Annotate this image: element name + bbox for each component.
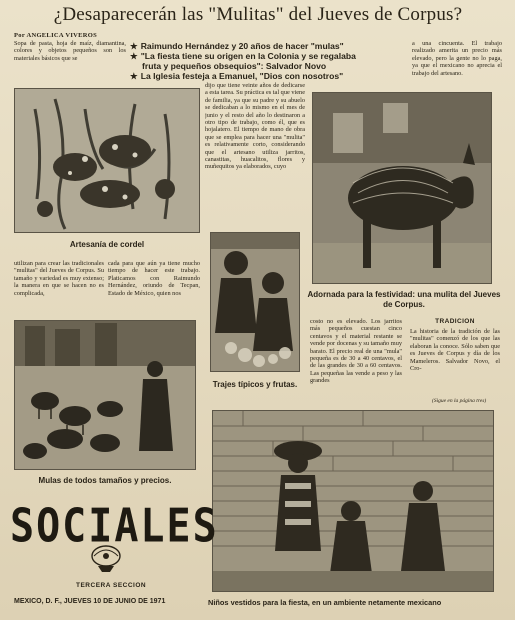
- photo-trajes: [210, 232, 300, 372]
- photo-ninos: [212, 410, 494, 592]
- summary-item: ★ La Iglesia festeja a Emanuel, "Dios con nosotros": [130, 71, 344, 81]
- photo-cordel: [14, 88, 200, 233]
- tradicion-heading: TRADICION: [435, 318, 475, 325]
- article-col2-mid: cada para que aún ya tiene mucho tiempo de hacer este trabajo. Platicamos con Raimundo Hernández, oriundo de Tecpan, Estado de México, quien nos: [108, 260, 200, 297]
- caption-ninos: Niños vestidos para la fiesta, en un ambiente netamente mexicano: [208, 598, 442, 607]
- article-col4-low: La historia de la tradición de las "mulitas" comenzó de los que las elaboran la conoce. Sólo saben que es Jueves de Corpus y día de los Mameleros. Salvador Novo, el Cro-: [410, 328, 500, 373]
- dateline: MEXICO, D. F., JUEVES 10 DE JUNIO DE 1971: [14, 598, 166, 605]
- section-masthead: SOCIALES: [10, 500, 219, 553]
- photo-mulas: [14, 320, 196, 470]
- headline: ¿Desaparecerán las "Mulitas" del Jueves de Corpus?: [53, 4, 463, 25]
- star-icon: ★: [130, 51, 138, 61]
- summary-list: [130, 41, 405, 81]
- summary-item: ★ "La fiesta tiene su origen en la Colonia y se regalaba: [130, 51, 356, 61]
- article-col2: dijo que tiene veinte años de dedicarse a esta tarea. Su práctica es tal que viene de familia, ya que su padre y su abuelo se dedicaban a lo mismo en el mes de junio y el resto del año lo destinaron a otro tipo de trabajo, como él, que es hojalatero. El tiempo de mano de obra que se emplea para hacer una "mulita" es relativamente corto, considerando que el artesano utiliza jarritos, canastitas, huacalitos, flores y muñequitos ya elaborados, cuyo: [205, 82, 305, 171]
- caption-adornada: Adornada para la festividad: una mulita del Jueves de Corpus.: [307, 290, 501, 309]
- star-icon: ★: [130, 41, 138, 51]
- caption-mulas: Mulas de todos tamaños y precios.: [38, 476, 172, 485]
- photo-mulita: [312, 92, 492, 284]
- article-col4-top: a una cincuenta. El trabajo realizado amerita un precio más elevado, pero la gente no lo paga, ya que el mexicano no aprecia el trabajo del artesano.: [412, 40, 502, 77]
- article-col1-top: Sopa de pasta, hoja de maíz, diamantina, colores y objetos pequeños son los materiales básicos que se: [14, 40, 126, 62]
- article-col3-low: costo no es elevado. Los jarritos más pequeños cuestan cinco centavos y el material restante se vende por docenas y su tamaño muy barato. El precio real de una "mula" pequeña es de 30 a 40 centavos, el de las grandes de 30 a 60 centavos. Las pequeñas las vende a peso y las grandes: [310, 318, 402, 385]
- caption-trajes: Trajes típicos y frutas.: [212, 380, 298, 389]
- section-part: TERCERA SECCION: [76, 582, 147, 589]
- byline: Por ANGELICA VIVEROS: [14, 32, 98, 39]
- summary-item: ★ Raimundo Hernández y 20 años de hacer "mulas": [130, 41, 344, 51]
- caption-cordel: Artesanía de cordel: [69, 240, 145, 249]
- summary-item: fruta y pequeños obsequios": Salvador Novo: [142, 61, 327, 71]
- star-icon: ★: [130, 71, 138, 81]
- article-col1-mid: utilizan para crear las tradicionales "mulitas" del Jueves de Corpus. Su tamaño y variedad es muy extenso; la manera en que se hacen no es complicada,: [14, 260, 104, 297]
- excelsior-emblem-icon: [86, 542, 126, 576]
- continued-note: (Sigue en la página tres): [432, 398, 487, 404]
